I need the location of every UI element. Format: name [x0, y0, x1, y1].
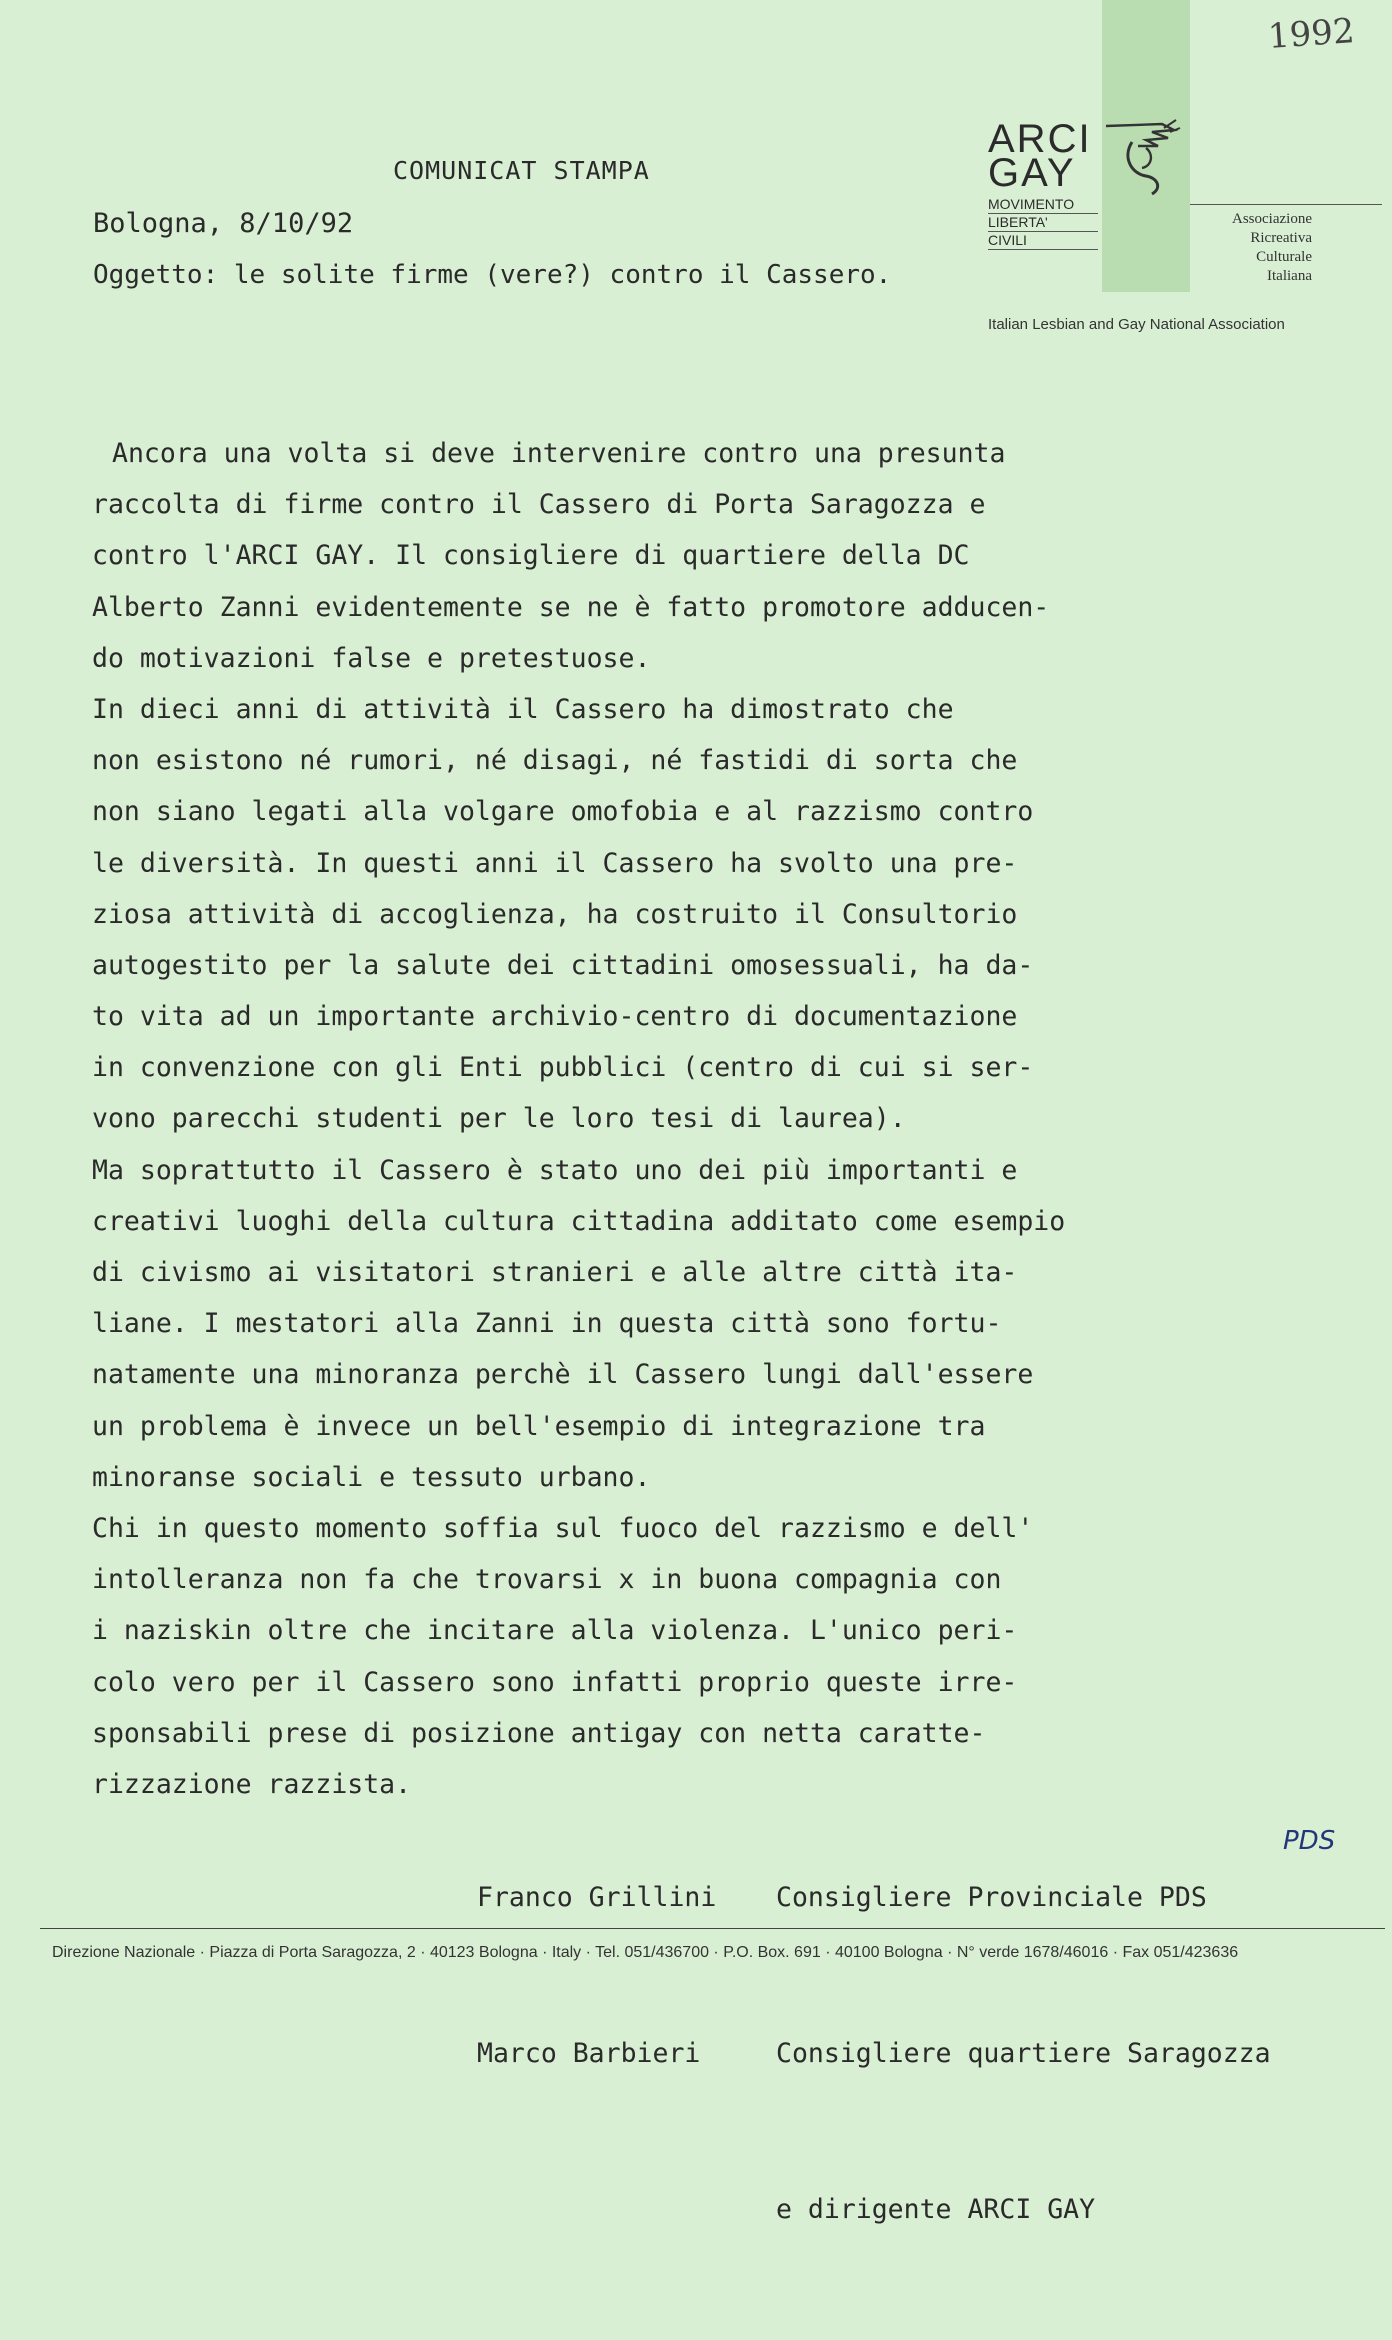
association-line: Culturale: [1256, 249, 1312, 265]
letterhead-footer: Direzione Nazionale · Piazza di Porta Saragozza, 2 · 40123 Bologna · Italy · Tel. 051/436700 · P.O. Box. 691 · 40100 Bologna · N° verde 1678/46016 · Fax 051/423636: [52, 1944, 1239, 1961]
document-subject: Oggetto: le solite firme (vere?) contro il Cassero.: [93, 260, 892, 290]
association-divider: [1190, 204, 1382, 205]
body-line: intolleranza non fa che trovarsi x in buona compagnia con: [92, 1564, 1002, 1596]
body-line: Ma soprattutto il Cassero è stato uno dei più importanti e: [92, 1154, 1018, 1186]
association-line: Associazione: [1232, 211, 1312, 227]
logo: [988, 117, 1098, 250]
body-line: contro l'ARCI GAY. Il consigliere di quartiere della DC: [92, 540, 970, 572]
body-line: autogestito per la salute dei cittadini omosessuali, ha da-: [92, 949, 1034, 981]
association-name: [1232, 210, 1312, 286]
pegasus-icon: [1102, 118, 1182, 198]
body-line: liane. I mestatori alla Zanni in questa città sono fortu-: [92, 1308, 1002, 1340]
body-line: ziosa attività di accoglienza, ha costruito il Consultorio: [92, 898, 1018, 930]
body-line: creativi luoghi della cultura cittadina additato come esempio: [92, 1205, 1066, 1237]
signatory-roles: [776, 1768, 1271, 2340]
logo-line-1: ARCI: [988, 117, 1092, 161]
body-line: Chi in questo momento soffia sul fuoco del razzismo e dell': [92, 1512, 1034, 1544]
body-line: natamente una minoranza perchè il Cassero lungi dall'essere: [92, 1359, 1034, 1391]
body-line: un problema è invece un bell'esempio di integrazione tra: [92, 1410, 986, 1442]
body-line: do motivazioni false e pretestuose.: [92, 642, 651, 674]
tagline-line: CIVILI: [988, 232, 1098, 250]
signatory-name: Marco Barbieri: [477, 2038, 701, 2069]
document-title: COMUNICAT STAMPA: [393, 156, 650, 185]
body-line: rizzazione razzista.: [92, 1768, 412, 1800]
body-line: i naziskin oltre che incitare alla violenza. L'unico peri-: [92, 1615, 1018, 1647]
signatory-role: e dirigente ARCI GAY: [776, 2194, 1096, 2225]
body-line: non siano legati alla volgare omofobia e al razzismo contro: [92, 796, 1034, 828]
body-line: sponsabili prese di posizione antigay con netta caratte-: [92, 1717, 986, 1749]
body-text: [92, 428, 1212, 1810]
body-line: le diversità. In questi anni il Cassero ha svolto una pre-: [92, 847, 1018, 879]
body-line: di civismo ai visitatori stranieri e alle altre città ita-: [92, 1257, 1018, 1288]
logo-tagline: [988, 196, 1098, 250]
association-line: Ricreativa: [1250, 230, 1312, 246]
body-line: In dieci anni di attività il Cassero ha dimostrato che: [92, 693, 954, 725]
body-line: non esistono né rumori, né disagi, né fastidi di sorta che: [92, 745, 1018, 777]
footer-divider: [40, 1928, 1385, 1929]
signatory-role: Consigliere quartiere Saragozza: [776, 2038, 1271, 2069]
body-line: vono parecchi studenti per le loro tesi di laurea).: [92, 1103, 906, 1135]
signatory-names: [477, 1768, 716, 2184]
body-line: minoranse sociali e tessuto urbano.: [92, 1461, 651, 1493]
association-line: Italiana: [1267, 268, 1312, 284]
body-line: Alberto Zanni evidentemente se ne è fatto promotore adducen-: [92, 591, 1050, 623]
logo-line-2: GAY: [988, 151, 1076, 195]
body-line: to vita ad un importante archivio-centro di documentazione: [92, 1001, 1018, 1033]
signatory-name: Franco Grillini: [477, 1882, 717, 1913]
document-date: Bologna, 8/10/92: [93, 208, 354, 239]
body-line: in convenzione con gli Enti pubblici (centro di cui si ser-: [92, 1052, 1034, 1084]
body-line: colo vero per il Cassero sono infatti proprio queste irre-: [92, 1666, 1018, 1698]
tagline-line: LIBERTA': [988, 214, 1098, 232]
handwritten-year: 1992: [1266, 11, 1356, 57]
handwritten-pds: PDS: [1283, 1826, 1336, 1856]
signatory-role: Consigliere Provinciale PDS: [776, 1882, 1207, 1913]
body-line: Ancora una volta si deve intervenire contro una presunta: [112, 438, 1006, 469]
body-line: raccolta di firme contro il Cassero di Porta Saragozza e: [92, 489, 986, 521]
tagline-line: MOVIMENTO: [988, 196, 1098, 214]
english-name: Italian Lesbian and Gay National Association: [988, 316, 1285, 333]
